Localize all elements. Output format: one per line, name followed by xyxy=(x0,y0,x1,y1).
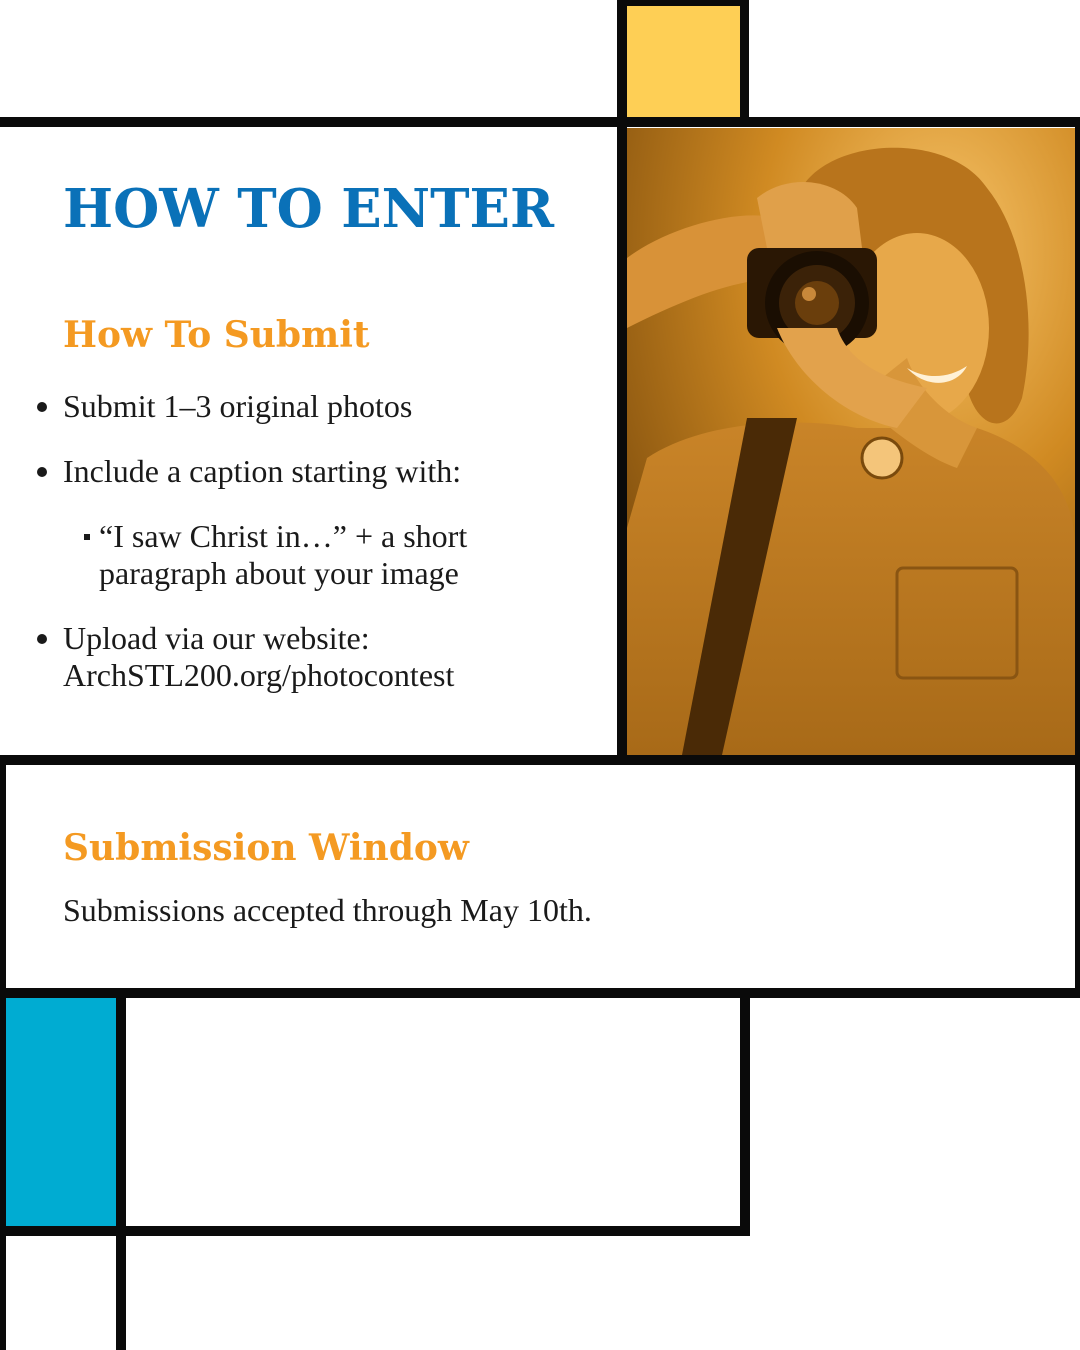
page-title: HOW TO ENTER xyxy=(63,178,555,240)
grid-line-blue-right xyxy=(116,988,126,1350)
submission-window-text: Submissions accepted through May 10th. xyxy=(63,892,592,928)
submission-window-heading: Submission Window xyxy=(63,827,469,869)
caption-substeps xyxy=(63,518,600,592)
grid-line-box-right xyxy=(740,988,750,1235)
yellow-accent-block xyxy=(627,6,740,117)
step-upload-website xyxy=(0,620,503,694)
step-text: Upload via our website: ArchSTL200.org/photocontest xyxy=(63,620,455,693)
substep-caption-format xyxy=(63,518,529,592)
grid-line-window-bottom xyxy=(0,988,1080,998)
grid-line-yellow-right xyxy=(740,0,749,127)
blue-accent-block xyxy=(6,998,116,1226)
submit-steps-list xyxy=(0,388,600,722)
grid-line-top-horizontal xyxy=(0,117,1080,127)
photographer-photo xyxy=(627,128,1075,755)
grid-line-window-top xyxy=(0,755,1080,765)
substep-text: “I saw Christ in…” + a short paragraph about your image xyxy=(99,518,468,591)
grid-line-photo-right xyxy=(1075,117,1080,997)
grid-line-photo-left xyxy=(617,0,627,765)
step-include-caption xyxy=(0,453,600,592)
how-to-submit-heading: How To Submit xyxy=(63,314,370,356)
step-text: Submit 1–3 original photos xyxy=(63,388,413,424)
grid-line-box-bottom xyxy=(0,1226,750,1236)
step-submit-photos xyxy=(0,388,600,425)
step-text: Include a caption starting with: xyxy=(63,453,462,489)
